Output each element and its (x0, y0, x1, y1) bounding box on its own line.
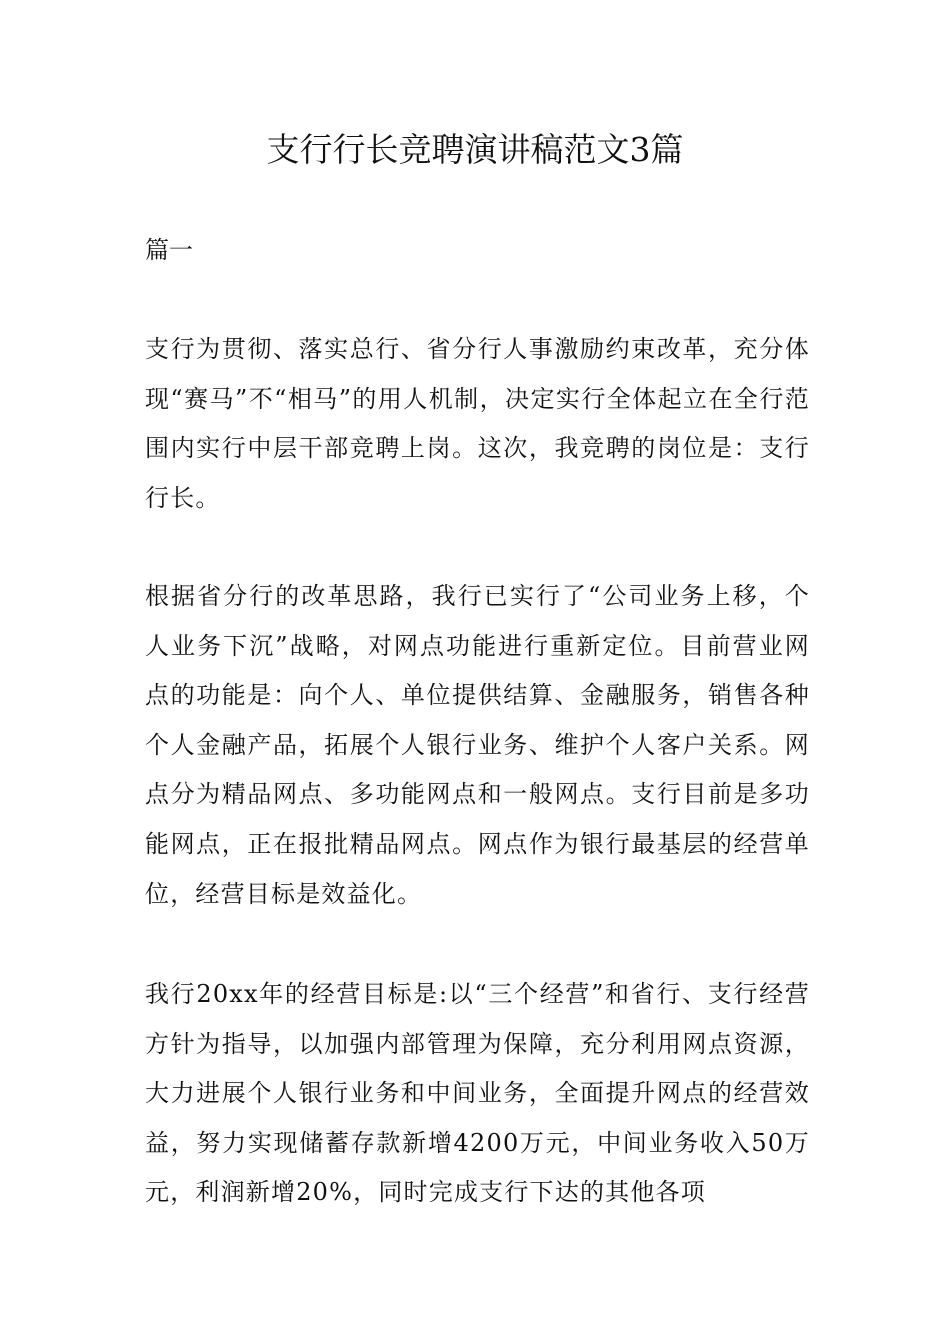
document-title: 支行行长竞聘演讲稿范文3篇 (266, 130, 684, 169)
paragraph-2: 根据省分行的改革思路，我行已实行了“公司业务上移，个人业务下沉”战略，对网点功能进行重新定位。目前营业网点的功能是：向个人、单位提供结算、金融服务，销售各种个人金融产品，拓展个人银行业务、维护个人客户关系。网点分为精品网点、多功能网点和一般网点。支行目前是多功能网点，正在报批精品网点。网点作为银行最基层的经营单位，经营目标是效益化。 (145, 582, 810, 908)
paragraph-3: 我行20xx年的经营目标是:以“三个经营”和省行、支行经营方针为指导，以加强内部管理为保障，充分利用网点资源，大力进展个人银行业务和中间业务，全面提升网点的经营效益，努力实现储蓄存款新增4200万元，中间业务收入50万元，利润新增20%，同时完成支行下达的其他各项 (145, 980, 810, 1207)
paragraph-1: 支行为贯彻、落实总行、省分行人事激励约束改革，充分体现“赛马”不“相马”的用人机制，决定实行全体起立在全行范围内实行中层干部竞聘上岗。这次，我竞聘的岗位是：支行行长。 (145, 335, 810, 512)
section-label: 篇一 (145, 236, 193, 264)
